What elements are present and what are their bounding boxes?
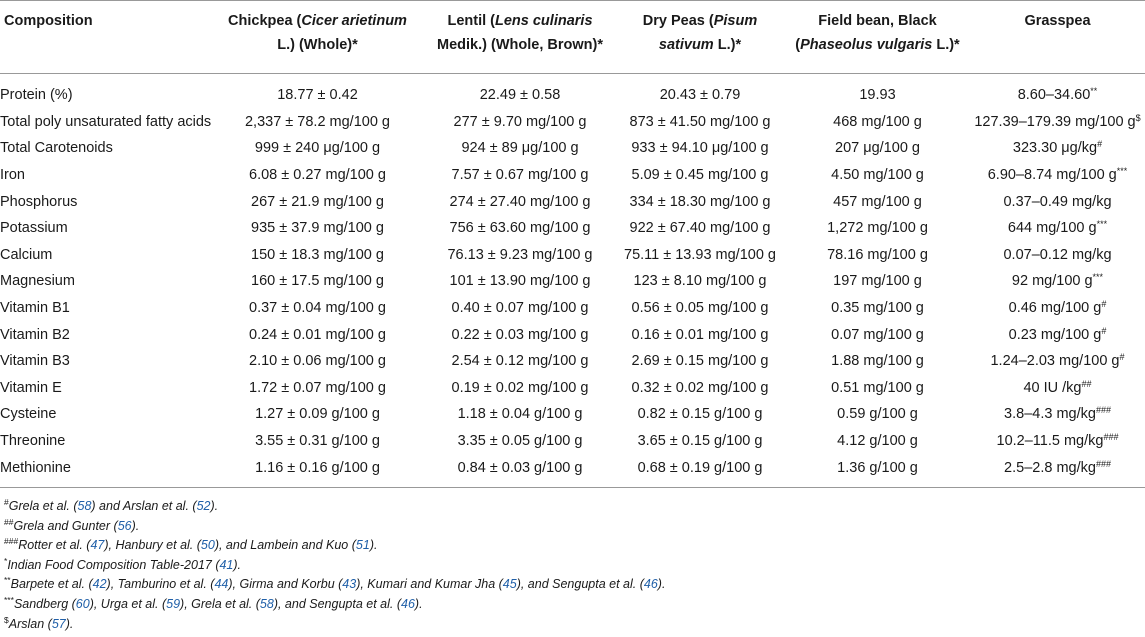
cell-value: 207 μg/100 g [835, 140, 920, 157]
footnote-mark: * [4, 555, 8, 566]
table-cell [425, 428, 615, 455]
row-label: Vitamin E [0, 379, 62, 396]
cell-value: 933 ± 94.10 μg/100 g [631, 140, 769, 157]
footnote-text: Rotter et al. ( [18, 538, 91, 553]
cell-value: 0.07–0.12 mg/kg [1003, 246, 1112, 263]
cell-value: 334 ± 18.30 mg/100 g [629, 193, 771, 210]
cell-value: 101 ± 13.90 mg/100 g [449, 273, 591, 290]
cell-value: 0.40 ± 0.07 mg/100 g [451, 300, 589, 317]
cell-value: 3.35 ± 0.05 g/100 g [457, 433, 583, 450]
row-label: Total Carotenoids [0, 140, 113, 157]
cell-footnote-mark: ### [1095, 458, 1111, 469]
table-cell [615, 375, 785, 402]
table-cell [785, 401, 970, 428]
table-row [0, 109, 1145, 136]
footnote-text: Arslan ( [8, 616, 52, 631]
cell-value: 92 mg/100 g [1011, 273, 1093, 290]
header-chickpea: Chickpea (Cicer arietinum L.) (Whole)* [228, 13, 407, 53]
table-body [0, 74, 1145, 488]
row-label: Calcium [0, 246, 53, 263]
cell-value: 76.13 ± 9.23 mg/100 g [447, 246, 593, 263]
cell-value: 0.16 ± 0.01 mg/100 g [631, 326, 769, 343]
cell-footnote-mark: $ [1135, 112, 1141, 123]
cell-footnote-mark: *** [1116, 166, 1128, 177]
table-cell [210, 188, 425, 215]
table-row [0, 295, 1145, 322]
cell-value: 1,272 mg/100 g [827, 220, 928, 237]
footnote-text: ), Urga et al. ( [89, 596, 167, 611]
table-cell [615, 242, 785, 269]
table-cell [615, 162, 785, 189]
table-cell [970, 375, 1145, 402]
table-cell [970, 454, 1145, 487]
table-row [0, 242, 1145, 269]
table-row [0, 82, 1145, 109]
cell-value: 75.11 ± 13.93 mg/100 g [624, 246, 776, 263]
footnote-text: ). [210, 499, 219, 513]
table-cell [425, 348, 615, 375]
table-cell [615, 109, 785, 136]
row-label: Vitamin B2 [0, 326, 70, 343]
footnote-text: ). [414, 596, 423, 611]
footnote-text: Sandberg ( [13, 596, 76, 611]
table-cell [970, 109, 1145, 136]
table-row [0, 348, 1145, 375]
table-cell [615, 428, 785, 455]
cell-value: 468 mg/100 g [833, 113, 922, 130]
row-label: Iron [0, 167, 25, 184]
table-cell [425, 242, 615, 269]
header-grasspea: Grasspea [1024, 13, 1091, 29]
table-cell [210, 135, 425, 162]
footnote-line [4, 556, 665, 576]
footnote-text: Indian Food Composition Table-2017 ( [7, 557, 220, 572]
table-cell [785, 109, 970, 136]
table-cell [785, 428, 970, 455]
footnote-mark: ### [4, 536, 19, 547]
cell-value: 277 ± 9.70 mg/100 g [453, 113, 587, 130]
table-cell [210, 268, 425, 295]
table-cell [970, 242, 1145, 269]
header-dry-peas: Dry Peas (Pisum sativum L.)* [642, 13, 758, 53]
footnote-text: ). [65, 616, 74, 631]
table-cell [785, 321, 970, 348]
table-row [0, 428, 1145, 455]
footnote-mark: *** [4, 594, 14, 605]
cell-value: 0.32 ± 0.02 mg/100 g [631, 379, 769, 396]
cell-value: 1.18 ± 0.04 g/100 g [457, 406, 583, 423]
table-cell [425, 109, 615, 136]
cell-value: 873 ± 41.50 mg/100 g [629, 113, 771, 130]
reference-link[interactable]: 58 [259, 596, 274, 611]
table-cell [425, 401, 615, 428]
table-cell [210, 348, 425, 375]
cell-footnote-mark: *** [1096, 219, 1108, 230]
cell-value: 0.82 ± 0.15 g/100 g [637, 406, 763, 423]
row-label: Methionine [0, 459, 71, 476]
cell-value: 127.39–179.39 mg/100 g [974, 113, 1136, 130]
table-cell [970, 215, 1145, 242]
cell-footnote-mark: ### [1095, 405, 1111, 416]
cell-value: 0.22 ± 0.03 mg/100 g [451, 326, 589, 343]
cell-value: 0.46 mg/100 g [1008, 300, 1102, 317]
cell-value: 0.37 ± 0.04 mg/100 g [249, 300, 386, 317]
table-cell [425, 268, 615, 295]
reference-link[interactable]: 51 [355, 538, 370, 553]
table-cell [785, 82, 970, 109]
cell-value: 197 mg/100 g [833, 273, 922, 290]
cell-value: 2.54 ± 0.12 mg/100 g [451, 353, 589, 370]
table-cell [970, 82, 1145, 109]
table-cell [615, 135, 785, 162]
footnote-line [4, 536, 665, 556]
table-cell [785, 162, 970, 189]
table-row [0, 321, 1145, 348]
footnote-mark: $ [4, 614, 9, 625]
table-cell [425, 82, 615, 109]
cell-value: 78.16 mg/100 g [827, 246, 928, 263]
table-cell [210, 428, 425, 455]
cell-value: 6.08 ± 0.27 mg/100 g [249, 167, 386, 184]
cell-value: 160 ± 17.5 mg/100 g [251, 273, 384, 290]
cell-value: 40 IU /kg [1023, 379, 1082, 396]
footnote-text: Barpete et al. ( [10, 577, 93, 592]
reference-link[interactable]: 47 [90, 538, 105, 553]
cell-value: 3.8–4.3 mg/kg [1004, 406, 1096, 423]
row-label: Total poly unsaturated fatty acids [0, 113, 212, 130]
cell-footnote-mark: ** [1090, 86, 1098, 97]
cell-footnote-mark: # [1101, 299, 1107, 310]
cell-footnote-mark: ## [1081, 378, 1092, 389]
cell-value: 0.07 mg/100 g [831, 326, 924, 343]
cell-value: 2.5–2.8 mg/kg [1004, 459, 1096, 476]
table-cell [210, 162, 425, 189]
footnote-line [4, 517, 665, 537]
footnote-text: ), Girma and Korbu ( [228, 577, 343, 592]
reference-link[interactable]: 45 [502, 577, 517, 592]
reference-link[interactable]: 41 [219, 557, 234, 572]
table-cell [785, 135, 970, 162]
table-cell [970, 188, 1145, 215]
cell-value: 20.43 ± 0.79 [659, 87, 741, 104]
cell-value: 644 mg/100 g [1007, 220, 1097, 237]
table-row [0, 375, 1145, 402]
reference-link[interactable]: 44 [214, 577, 229, 592]
cell-value: 123 ± 8.10 mg/100 g [633, 273, 767, 290]
table-cell [615, 321, 785, 348]
table-cell [785, 348, 970, 375]
table-cell [970, 428, 1145, 455]
cell-value: 0.24 ± 0.01 mg/100 g [249, 326, 386, 343]
table-cell [615, 295, 785, 322]
table-cell [785, 242, 970, 269]
table-cell [210, 109, 425, 136]
table-cell [785, 295, 970, 322]
table-cell [970, 162, 1145, 189]
cell-value: 323.30 μg/kg [1012, 140, 1098, 157]
cell-value: 0.51 mg/100 g [831, 379, 924, 396]
reference-link[interactable]: 60 [75, 596, 90, 611]
reference-link[interactable]: 57 [51, 616, 66, 631]
cell-value: 0.59 g/100 g [837, 406, 918, 423]
reference-link[interactable]: 56 [117, 518, 132, 533]
table-cell [970, 295, 1145, 322]
cell-value: 935 ± 37.9 mg/100 g [251, 220, 384, 237]
table-cell [615, 348, 785, 375]
table-cell [970, 268, 1145, 295]
footnote-text: ), Hanbury et al. ( [104, 538, 201, 553]
cell-value: 1.16 ± 0.16 g/100 g [255, 459, 380, 476]
table-row [0, 162, 1145, 189]
footnote-mark: ** [4, 575, 11, 586]
cell-value: 1.24–2.03 mg/100 g [990, 353, 1120, 370]
footnote-mark: # [4, 497, 9, 507]
cell-value: 0.68 ± 0.19 g/100 g [637, 459, 763, 476]
reference-link[interactable]: 58 [77, 499, 92, 513]
table-row [0, 454, 1145, 487]
cell-value: 10.2–11.5 mg/kg [996, 433, 1104, 450]
cell-footnote-mark: # [1101, 325, 1107, 336]
cell-footnote-mark: *** [1092, 272, 1104, 283]
table-cell [210, 215, 425, 242]
table-cell [615, 188, 785, 215]
footnote-text: Grela et al. ( [8, 499, 78, 513]
table-cell [785, 215, 970, 242]
row-label: Magnesium [0, 273, 75, 290]
cell-value: 22.49 ± 0.58 [479, 87, 561, 104]
row-label: Vitamin B3 [0, 353, 70, 370]
header-field-bean: Field bean, Black (Phaseolus vulgaris L.)* [795, 13, 960, 53]
cell-value: 274 ± 27.40 mg/100 g [449, 193, 591, 210]
header-composition: Composition [4, 13, 93, 29]
table-cell [425, 321, 615, 348]
cell-value: 1.36 g/100 g [837, 459, 918, 476]
cell-value: 8.60–34.60 [1017, 87, 1091, 104]
footnote-text: ). [131, 518, 140, 533]
footnote-text: ), Grela et al. ( [180, 596, 260, 611]
reference-link[interactable]: 46 [401, 596, 415, 611]
reference-link[interactable]: 46 [643, 577, 658, 592]
cell-value: 0.84 ± 0.03 g/100 g [457, 459, 583, 476]
cell-value: 457 mg/100 g [833, 193, 922, 210]
cell-value: 756 ± 63.60 mg/100 g [449, 220, 591, 237]
footnote-text: ). [369, 538, 378, 553]
table-cell [970, 321, 1145, 348]
table-row [0, 401, 1145, 428]
table-cell [425, 295, 615, 322]
table-header [0, 1, 1145, 74]
cell-value: 1.88 mg/100 g [831, 353, 924, 370]
footnote-text: ). [657, 577, 666, 592]
table-cell [210, 375, 425, 402]
cell-value: 19.93 [859, 87, 896, 104]
cell-value: 4.50 mg/100 g [831, 167, 924, 184]
table-cell [425, 162, 615, 189]
footnote-mark: ## [4, 516, 14, 527]
reference-link[interactable]: 43 [342, 577, 357, 592]
reference-link[interactable]: 52 [196, 499, 211, 513]
cell-value: 2.10 ± 0.06 mg/100 g [249, 353, 386, 370]
cell-value: 4.12 g/100 g [837, 433, 918, 450]
cell-value: 18.77 ± 0.42 [277, 87, 358, 104]
row-label: Potassium [0, 220, 68, 237]
row-label: Cysteine [0, 406, 57, 423]
table-cell [210, 401, 425, 428]
table-cell [425, 188, 615, 215]
row-label: Vitamin B1 [0, 300, 70, 317]
reference-link[interactable]: 50 [200, 538, 215, 553]
cell-value: 3.65 ± 0.15 g/100 g [637, 433, 763, 450]
footnote-text: ). [233, 557, 242, 572]
table-cell [210, 321, 425, 348]
table-cell [210, 242, 425, 269]
cell-value: 0.19 ± 0.02 mg/100 g [451, 379, 589, 396]
reference-link[interactable]: 42 [92, 577, 107, 592]
cell-value: 999 ± 240 μg/100 g [254, 140, 381, 157]
cell-value: 2.69 ± 0.15 mg/100 g [631, 353, 769, 370]
cell-value: 6.90–8.74 mg/100 g [987, 167, 1117, 184]
table-row [0, 188, 1145, 215]
cell-value: 7.57 ± 0.67 mg/100 g [451, 167, 589, 184]
footnote-line [4, 615, 665, 635]
footnote-line [4, 575, 665, 595]
table-row [0, 268, 1145, 295]
footnote-text: ), Kumari and Kumar Jha ( [356, 577, 503, 592]
cell-footnote-mark: # [1097, 139, 1103, 150]
footnotes [4, 497, 665, 634]
cell-footnote-mark: # [1119, 352, 1125, 363]
table-cell [970, 401, 1145, 428]
cell-value: 1.27 ± 0.09 g/100 g [255, 406, 380, 423]
table-cell [970, 348, 1145, 375]
table-cell [785, 454, 970, 487]
header-lentil: Lentil (Lens culinaris Medik.) (Whole, Brown)* [437, 13, 603, 53]
table-cell [210, 295, 425, 322]
table-cell [615, 215, 785, 242]
cell-value: 1.72 ± 0.07 mg/100 g [249, 379, 386, 396]
reference-link[interactable]: 59 [166, 596, 181, 611]
table-cell [615, 454, 785, 487]
footnote-text: ), and Sengupta et al. ( [516, 577, 644, 592]
table-row [0, 215, 1145, 242]
cell-value: 5.09 ± 0.45 mg/100 g [631, 167, 769, 184]
footnote-text: ), and Lambein and Kuo ( [214, 538, 356, 553]
cell-value: 0.56 ± 0.05 mg/100 g [631, 300, 769, 317]
cell-value: 0.37–0.49 mg/kg [1003, 193, 1112, 210]
cell-value: 3.55 ± 0.31 g/100 g [255, 433, 380, 450]
table-cell [785, 268, 970, 295]
footnote-text: Grela and Gunter ( [13, 518, 118, 533]
footnote-line [4, 595, 665, 615]
table-cell [970, 135, 1145, 162]
cell-value: 0.23 mg/100 g [1008, 326, 1102, 343]
footnote-text: ), Tamburino et al. ( [106, 577, 215, 592]
cell-footnote-mark: ### [1103, 432, 1119, 443]
cell-value: 2,337 ± 78.2 mg/100 g [244, 113, 390, 130]
row-label: Threonine [0, 433, 66, 450]
table-cell [785, 188, 970, 215]
table-cell [210, 82, 425, 109]
cell-value: 150 ± 18.3 mg/100 g [251, 246, 384, 263]
cell-value: 924 ± 89 μg/100 g [461, 140, 579, 157]
cell-value: 922 ± 67.40 mg/100 g [629, 220, 771, 237]
table-cell [425, 454, 615, 487]
table-cell [210, 454, 425, 487]
row-label: Phosphorus [0, 193, 78, 210]
table-cell [615, 82, 785, 109]
cell-value: 0.35 mg/100 g [831, 300, 924, 317]
table-cell [615, 268, 785, 295]
footnote-text: ), and Sengupta et al. ( [273, 596, 401, 611]
table-cell [615, 401, 785, 428]
table-cell [425, 375, 615, 402]
footnote-text: ) and Arslan et al. ( [91, 499, 197, 513]
cell-value: 267 ± 21.9 mg/100 g [251, 193, 384, 210]
table-cell [425, 215, 615, 242]
table-row [0, 135, 1145, 162]
row-label: Protein (%) [0, 87, 73, 104]
table-cell [785, 375, 970, 402]
table-cell [425, 135, 615, 162]
footnote-line [4, 497, 665, 517]
